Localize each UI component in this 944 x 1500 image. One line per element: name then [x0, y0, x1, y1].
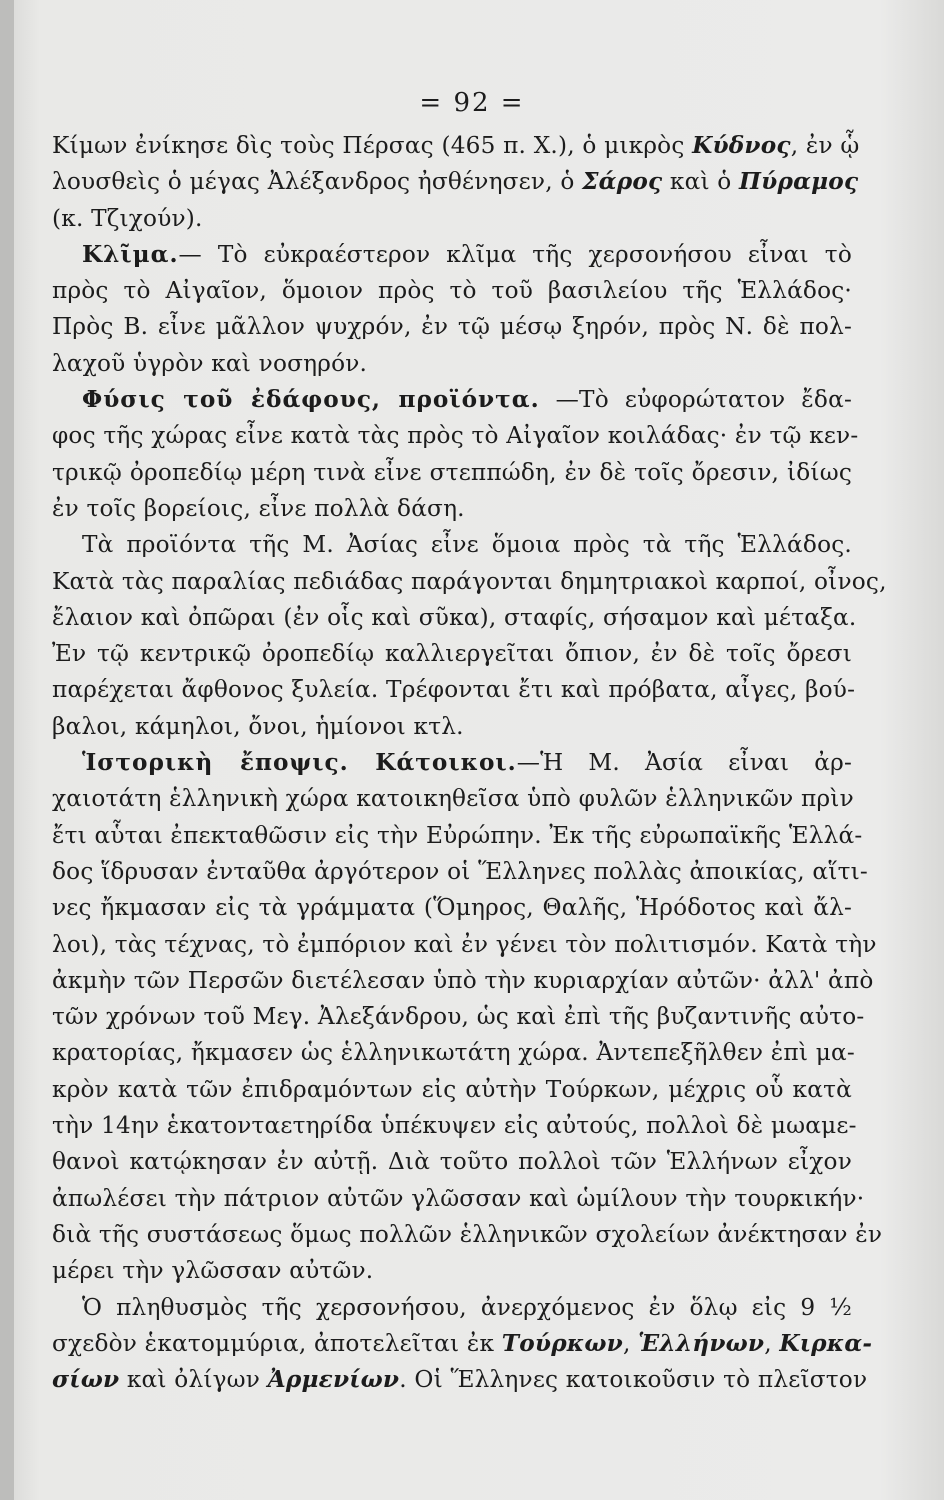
text-run: ἀκμὴν τῶν Περσῶν διετέλεσαν ὑπὸ τὴν κυριαρχίαν αὐτῶν· ἀλλ' ἀπὸ [52, 966, 874, 994]
emphasized-name: Σάρος [582, 168, 663, 196]
emphasized-name: Κύδνος [692, 132, 791, 159]
text-line [52, 564, 887, 600]
text-run: παρέχεται ἄφθονος ξυλεία. Τρέφονται ἔτι καὶ πρόβατα, αἶγες, βού- [52, 676, 856, 704]
text-line [52, 1217, 883, 1253]
text-run: Κίμων ἐνίκησε δὶς τοὺς Πέρσας (465 π. Χ.), ὁ μικρὸς [52, 132, 693, 159]
text-run: κρατορίας, ἤκμασεν ὡς ἑλληνικωτάτη χώρα. Ἀντεπεξῆλθεν ἐπὶ μα- [52, 1039, 855, 1067]
text-run: τῶν χρόνων τοῦ Μεγ. Ἀλεξάνδρου, ὡς καὶ ἐπὶ τῆς βυζαντινῆς αὐτο- [52, 1003, 865, 1031]
emphasized-name: Πύραμος [739, 168, 859, 196]
text-run: , [622, 1329, 639, 1357]
text-run: ἀπωλέσει τὴν πάτριον αὐτῶν γλῶσσαν καὶ ὡμίλουν τὴν τουρκικήν· [52, 1184, 865, 1212]
text-line [52, 382, 852, 418]
emphasized-name: Κιρκα- [779, 1329, 873, 1357]
text-line [52, 346, 852, 382]
section-heading: Κλῖμα. [82, 240, 179, 268]
text-run: Ἐν τῷ κεντρικῷ ὀροπεδίῳ καλλιεργεῖται ὄπιον, ἐν δὲ τοῖς ὄρεσι [52, 640, 852, 668]
text-run: ἐν τοῖς βορείοις, εἶνε πολλὰ δάση. [52, 494, 465, 522]
emphasized-name: Τούρκων [501, 1329, 623, 1357]
text-line [52, 1108, 857, 1144]
text-line [52, 128, 860, 164]
section-heading: Φύσις τοῦ ἐδάφους, προϊόντα. [82, 386, 540, 414]
text-line [52, 1072, 852, 1108]
text-run: καὶ ὁ [662, 168, 740, 196]
text-run: θανοὶ κατῴκησαν ἐν αὐτῇ. Διὰ τοῦτο πολλοὶ τῶν Ἑλλήνων εἶχον [52, 1148, 852, 1176]
text-run: (κ. Τζιχούν). [52, 204, 203, 232]
text-run: βαλοι, κάμηλοι, ὄνοι, ἡμίονοι κτλ. [52, 712, 464, 740]
text-line [52, 709, 852, 745]
text-run: καὶ ὀλίγων [119, 1366, 268, 1394]
emphasized-name: Ἀρμενίων [267, 1366, 400, 1394]
page-binding-edge [0, 0, 14, 1500]
text-line [52, 1290, 852, 1326]
text-line [52, 1326, 873, 1362]
text-run: χαιοτάτη ἑλληνικὴ χώρα κατοικηθεῖσα ὑπὸ φυλῶν ἑλληνικῶν πρὶν [52, 785, 854, 813]
text-line [52, 455, 852, 491]
text-run: Πρὸς Β. εἶνε μᾶλλον ψυχρόν, ἐν τῷ μέσῳ ξηρόν, πρὸς Ν. δὲ πολ- [52, 313, 852, 341]
text-line [52, 963, 874, 999]
text-line [52, 164, 859, 200]
text-run: Τὰ προϊόντα τῆς Μ. Ἀσίας εἶνε ὅμοια πρὸς τὰ τῆς Ἑλλάδος. [82, 531, 852, 559]
text-line [52, 672, 856, 708]
text-run: . Οἱ Ἕλληνες κατοικοῦσιν τὸ πλεῖστον [399, 1366, 868, 1394]
text-line [52, 309, 852, 345]
text-line [52, 1362, 868, 1398]
text-line [52, 491, 852, 527]
text-line [52, 854, 868, 890]
text-run: λοι), τὰς τέχνας, τὸ ἐμπόριον καὶ ἐν γένει τὸν πολιτισμόν. Κατὰ τὴν [52, 930, 877, 958]
text-line [52, 1253, 852, 1289]
text-run: κρὸν κατὰ τῶν ἐπιδραμόντων εἰς αὐτὴν Τούρκων, μέχρις οὗ κατὰ [52, 1075, 852, 1103]
text-line [52, 237, 852, 273]
text-run: διὰ τῆς συστάσεως ὅμως πολλῶν ἑλληνικῶν σχολείων ἀνέκτησαν ἐν [52, 1220, 883, 1248]
text-run: τὴν 14ην ἑκατονταετηρίδα ὑπέκυψεν εἰς αὐτούς, πολλοὶ δὲ μωαμε- [52, 1112, 857, 1140]
text-line [52, 1181, 865, 1217]
text-line [52, 273, 852, 309]
text-line [52, 418, 859, 454]
section-heading: Ἱστορικὴ ἔποψις. Κάτοικοι. [82, 749, 517, 777]
text-line [52, 201, 852, 237]
text-run: τρικῷ ὀροπεδίῳ μέρη τινὰ εἶνε στεππώδη, ἐν δὲ τοῖς ὄρεσιν, ἰδίως [52, 458, 852, 486]
text-line [52, 927, 877, 963]
body-text [52, 128, 887, 1398]
text-run: Ὁ πληθυσμὸς τῆς χερσονήσου, ἀνερχόμενος ἐν ὅλῳ εἰς 9 ½ [82, 1293, 852, 1321]
text-run: , [764, 1329, 780, 1357]
text-run: — Τὸ εὐκραέστερον κλῖμα τῆς χερσονήσου εἶναι τὸ [178, 240, 852, 268]
text-run: πρὸς τὸ Αἰγαῖον, ὅμοιον πρὸς τὸ τοῦ βασιλείου τῆς Ἑλλάδος· [52, 277, 852, 305]
text-run: —Ἡ Μ. Ἀσία εἶναι ἀρ- [516, 749, 852, 777]
text-run: —Τὸ εὐφορώτατον ἔδα- [539, 386, 852, 414]
page-number: = 92 = [419, 88, 525, 118]
text-line [52, 890, 852, 926]
text-run: ἔλαιον καὶ ὀπῶραι (ἐν οἷς καὶ σῦκα), σταφίς, σήσαμον καὶ μέταξα. [52, 603, 857, 631]
text-line [52, 1035, 855, 1071]
text-line [52, 636, 852, 672]
text-run: , ἐν ᾧ [790, 132, 860, 159]
text-run: νες ἤκμασαν εἰς τὰ γράμματα (Ὅμηρος, Θαλῆς, Ἡρόδοτος καὶ ἄλ- [52, 894, 852, 922]
text-run: λαχοῦ ὑγρὸν καὶ νοσηρόν. [52, 349, 368, 377]
text-run: δος ἵδρυσαν ἐνταῦθα ἀργότερον οἱ Ἕλληνες πολλὰς ἀποικίας, αἵτι- [52, 857, 868, 885]
text-line [52, 818, 863, 854]
text-line [52, 527, 852, 563]
text-run: φος τῆς χώρας εἶνε κατὰ τὰς πρὸς τὸ Αἰγαῖον κοιλάδας· ἐν τῷ κεν- [52, 422, 859, 450]
text-line [52, 1144, 852, 1180]
emphasized-name: Ἑλλήνων [638, 1329, 765, 1357]
text-run: μέρει τὴν γλῶσσαν αὐτῶν. [52, 1257, 374, 1285]
text-line [52, 745, 852, 781]
text-line [52, 600, 857, 636]
text-line [52, 999, 865, 1035]
text-run: ἔτι αὗται ἐπεκταθῶσιν εἰς τὴν Εὐρώπην. Ἐκ τῆς εὐρωπαϊκῆς Ἑλλά- [52, 821, 863, 849]
text-line [52, 781, 852, 817]
emphasized-name: σίων [52, 1366, 120, 1394]
text-run: Κατὰ τὰς παραλίας πεδιάδας παράγονται δημητριακοὶ καρποί, οἶνος, [52, 567, 887, 595]
text-run: λουσθεὶς ὁ μέγας Ἀλέξανδρος ἠσθένησεν, ὁ [52, 168, 583, 196]
text-run: σχεδὸν ἑκατομμύρια, ἀποτελεῖται ἐκ [52, 1329, 502, 1357]
